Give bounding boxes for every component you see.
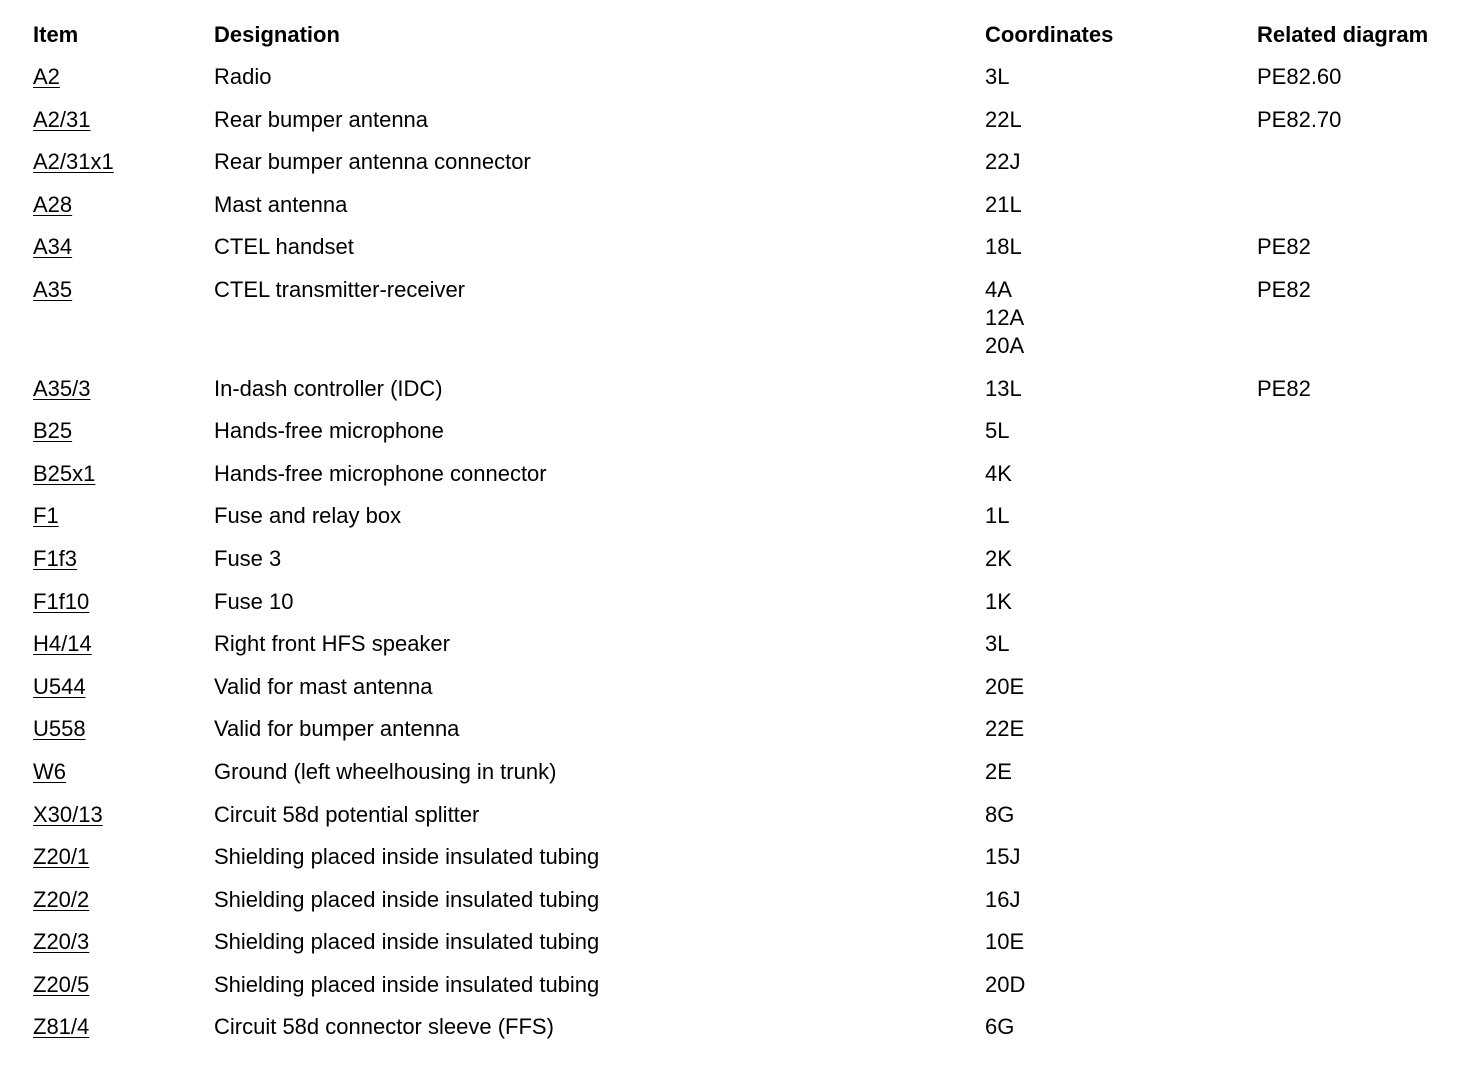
cell-coordinates [985,191,1257,234]
cell-related-diagram [1257,588,1457,631]
coordinate-value: 2E [985,758,1012,784]
cell-designation: Mast antenna [214,191,348,217]
cell-related-diagram [1257,673,1457,716]
coordinate-value: 4K [985,460,1012,486]
cell-item [33,588,214,631]
cell-designation: Hands-free microphone connector [214,460,547,486]
cell-related-diagram [1257,502,1457,545]
coordinate-value: 22J [985,149,1021,175]
cell-related-diagram: PE82.60 [1257,64,1342,89]
item-link[interactable]: A2/31x1 [33,149,114,175]
cell-item [33,971,214,1014]
table-row [33,1013,1457,1056]
cell-coordinates [985,630,1257,673]
cell-coordinates [985,63,1257,106]
cell-item [33,191,214,234]
item-link[interactable]: Z20/1 [33,844,90,870]
table-row [33,758,1457,801]
cell-designation: Right front HFS speaker [214,631,450,657]
coordinate-value: 22L [985,106,1022,132]
cell-coordinates [985,417,1257,460]
coordinate-value: 15J [985,844,1021,870]
cell-related-diagram [1257,148,1457,191]
coordinate-value: 12A [985,304,1025,330]
item-link[interactable]: F1f3 [33,545,78,571]
item-link[interactable]: X30/13 [33,801,103,827]
item-link[interactable]: A35/3 [33,375,91,401]
cell-coordinates [985,233,1257,276]
cell-designation: CTEL handset [214,234,354,260]
coordinate-value: 20E [985,673,1025,699]
cell-item [33,417,214,460]
cell-designation: Ground (left wheelhousing in trunk) [214,758,557,784]
cell-related-diagram [1257,460,1457,503]
cell-coordinates [985,801,1257,844]
cell-coordinates [985,673,1257,716]
coordinate-value: 3L [985,631,1010,657]
cell-item [33,886,214,929]
coordinate-value: 21L [985,191,1022,217]
coordinate-value: 10E [985,929,1025,955]
cell-coordinates [985,843,1257,886]
cell-coordinates [985,715,1257,758]
cell-coordinates [985,148,1257,191]
cell-item [33,148,214,191]
item-link[interactable]: Z20/2 [33,886,90,912]
cell-coordinates [985,588,1257,631]
table-row [33,106,1457,149]
cell-related-diagram [1257,928,1457,971]
coordinate-value: 5L [985,418,1010,444]
table-row [33,715,1457,758]
header-designation: Designation [214,22,340,47]
item-link[interactable]: F1 [33,503,59,529]
cell-item [33,673,214,716]
cell-coordinates [985,375,1257,418]
cell-designation: Circuit 58d potential splitter [214,801,480,827]
coordinate-value: 8G [985,801,1015,827]
item-link[interactable]: F1f10 [33,588,90,614]
cell-designation: Valid for bumper antenna [214,716,460,742]
table-row [33,460,1457,503]
cell-related-diagram [1257,758,1457,801]
cell-related-diagram [1257,191,1457,234]
cell-designation: CTEL transmitter-receiver [214,276,466,302]
cell-item [33,375,214,418]
cell-item [33,843,214,886]
cell-item [33,106,214,149]
table-row [33,191,1457,234]
item-link[interactable]: Z20/3 [33,929,90,955]
cell-item [33,630,214,673]
item-link[interactable]: W6 [33,758,66,784]
item-link[interactable]: A2 [33,64,60,89]
item-link[interactable]: A34 [33,234,73,260]
cell-item [33,758,214,801]
cell-related-diagram [1257,630,1457,673]
cell-designation: Radio [214,64,272,89]
cell-item [33,502,214,545]
cell-designation: Shielding placed inside insulated tubing [214,844,600,870]
cell-designation: Hands-free microphone [214,418,444,444]
coordinate-value: 13L [985,375,1022,401]
table-body [33,63,1457,1056]
cell-item [33,276,214,375]
coordinate-value: 3L [985,64,1010,89]
cell-designation: Circuit 58d connector sleeve (FFS) [214,1014,554,1040]
table-row [33,971,1457,1014]
cell-designation: Fuse 10 [214,588,294,614]
cell-item [33,545,214,588]
cell-related-diagram: PE82 [1257,234,1311,260]
header-coordinates: Coordinates [985,22,1114,47]
cell-coordinates [985,758,1257,801]
coordinate-value: 16J [985,886,1021,912]
item-link[interactable]: Z20/5 [33,971,90,997]
item-link[interactable]: A28 [33,191,73,217]
cell-item [33,1013,214,1056]
table-header-row [33,21,1457,63]
cell-designation: In-dash controller (IDC) [214,375,443,401]
cell-item [33,460,214,503]
cell-designation: Shielding placed inside insulated tubing [214,929,600,955]
header-related-diagram: Related diagram [1257,22,1429,47]
cell-related-diagram [1257,801,1457,844]
cell-designation: Shielding placed inside insulated tubing [214,971,600,997]
cell-coordinates [985,928,1257,971]
table-row [33,417,1457,460]
table-row [33,928,1457,971]
cell-designation: Fuse and relay box [214,503,402,529]
cell-designation: Rear bumper antenna [214,106,429,132]
table-row [33,148,1457,191]
item-link[interactable]: B25x1 [33,460,96,486]
coordinate-value: 1L [985,503,1010,529]
coordinate-value: 18L [985,234,1022,260]
cell-coordinates [985,971,1257,1014]
item-link[interactable]: U558 [33,716,86,742]
cell-related-diagram: PE82 [1257,276,1311,302]
table-row [33,843,1457,886]
cell-related-diagram [1257,545,1457,588]
cell-coordinates [985,886,1257,929]
item-link[interactable]: A35 [33,276,73,302]
cell-designation: Rear bumper antenna connector [214,149,531,175]
cell-related-diagram [1257,971,1457,1014]
cell-item [33,233,214,276]
cell-related-diagram: PE82.70 [1257,106,1342,132]
table-row [33,630,1457,673]
cell-coordinates [985,545,1257,588]
coordinate-value: 22E [985,716,1025,742]
item-link[interactable]: A2/31 [33,106,91,132]
cell-coordinates [985,502,1257,545]
cell-related-diagram [1257,417,1457,460]
table-row [33,886,1457,929]
item-link[interactable]: H4/14 [33,631,92,657]
cell-item [33,801,214,844]
coordinate-value: 20D [985,971,1026,997]
cell-related-diagram [1257,1013,1457,1056]
coordinate-value: 6G [985,1014,1015,1040]
item-link[interactable]: B25 [33,418,73,444]
table-row [33,502,1457,545]
table-row [33,63,1457,106]
coordinate-value: 4A [985,276,1012,302]
cell-related-diagram: PE82 [1257,375,1311,401]
table-row [33,276,1457,375]
cell-item [33,63,214,106]
cell-coordinates [985,106,1257,149]
table-row [33,673,1457,716]
cell-item [33,715,214,758]
header-item: Item [33,22,79,47]
table-row [33,375,1457,418]
cell-coordinates [985,276,1257,375]
cell-related-diagram [1257,715,1457,758]
cell-designation: Valid for mast antenna [214,673,433,699]
cell-coordinates [985,460,1257,503]
cell-item [33,928,214,971]
cell-related-diagram [1257,886,1457,929]
table-row [33,588,1457,631]
item-link[interactable]: Z81/4 [33,1014,90,1040]
cell-related-diagram [1257,843,1457,886]
coordinate-value: 2K [985,545,1012,571]
coordinate-value: 1K [985,588,1012,614]
item-link[interactable]: U544 [33,673,86,699]
component-legend-table [33,21,1457,1056]
table-row [33,233,1457,276]
cell-designation: Fuse 3 [214,545,282,571]
table-row [33,801,1457,844]
coordinate-value: 20A [985,332,1025,358]
cell-designation: Shielding placed inside insulated tubing [214,886,600,912]
table-row [33,545,1457,588]
cell-coordinates [985,1013,1257,1056]
